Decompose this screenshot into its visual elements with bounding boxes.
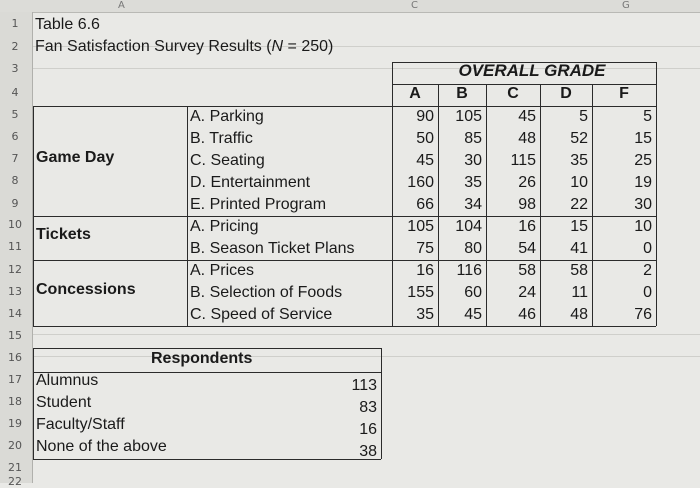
subtitle-n: N	[271, 38, 284, 55]
grade-header-d[interactable]: D	[560, 85, 572, 102]
grade-header-a[interactable]: A	[409, 85, 421, 102]
value-cell[interactable]: 85	[464, 130, 482, 147]
value-cell[interactable]: 11	[571, 284, 588, 301]
value-cell[interactable]: 10	[634, 218, 652, 235]
group-label-game-day[interactable]: Game Day	[36, 149, 115, 166]
grade-header-f[interactable]: F	[619, 85, 629, 102]
row-number[interactable]: 4	[11, 86, 19, 99]
respondent-label[interactable]: Alumnus	[36, 372, 99, 389]
border-line	[392, 84, 656, 85]
border-line	[656, 62, 657, 326]
group-label-tickets[interactable]: Tickets	[36, 226, 91, 243]
value-cell[interactable]: 15	[570, 218, 588, 235]
border-line	[33, 216, 656, 217]
border-line	[33, 348, 381, 349]
border-line	[540, 84, 541, 326]
border-line	[33, 326, 656, 327]
value-cell[interactable]: 58	[570, 262, 588, 279]
worksheet	[33, 12, 700, 483]
value-cell[interactable]: 16	[518, 218, 536, 235]
row-number[interactable]: 12	[8, 263, 22, 276]
grid-line	[33, 356, 700, 357]
grid-line	[33, 334, 700, 335]
value-cell[interactable]: 35	[416, 306, 434, 323]
border-line	[438, 84, 439, 326]
row-number[interactable]: 8	[11, 174, 19, 187]
value-cell[interactable]: 155	[407, 284, 434, 301]
value-cell[interactable]: 46	[518, 306, 536, 323]
value-cell[interactable]: 50	[416, 130, 434, 147]
item-label[interactable]: A. Prices	[190, 262, 255, 279]
value-cell[interactable]: 105	[407, 218, 434, 235]
value-cell[interactable]: 52	[570, 130, 588, 147]
row-number[interactable]: 9	[11, 197, 19, 210]
row-number[interactable]: 19	[8, 417, 22, 430]
value-cell[interactable]: 24	[518, 284, 536, 301]
value-cell[interactable]: 5	[579, 108, 588, 125]
item-label[interactable]: C. Seating	[190, 152, 265, 169]
grade-header-c[interactable]: C	[507, 85, 519, 102]
item-label[interactable]: D. Entertainment	[190, 174, 311, 191]
row-number[interactable]: 7	[11, 152, 19, 165]
row-number[interactable]: 17	[8, 373, 22, 386]
border-line	[486, 84, 487, 326]
border-line	[381, 348, 382, 459]
value-cell[interactable]: 30	[634, 196, 652, 213]
subtitle-text: Fan Satisfaction Survey Results (	[35, 38, 272, 55]
row-number[interactable]: 10	[8, 218, 22, 231]
respondent-label[interactable]: Student	[36, 394, 92, 411]
group-label-concessions[interactable]: Concessions	[36, 281, 136, 298]
border-line	[33, 372, 381, 373]
respondent-label[interactable]: Faculty/Staff	[36, 416, 125, 433]
value-cell[interactable]: 10	[570, 174, 588, 191]
value-cell[interactable]: 76	[634, 306, 652, 323]
value-cell[interactable]: 116	[456, 262, 482, 279]
value-cell[interactable]: 0	[643, 284, 652, 301]
value-cell[interactable]: 105	[455, 108, 482, 125]
value-cell[interactable]: 45	[464, 306, 482, 323]
value-cell[interactable]: 98	[518, 196, 536, 213]
item-label[interactable]: B. Traffic	[190, 130, 253, 147]
border-line	[592, 84, 593, 326]
value-cell[interactable]: 30	[464, 152, 482, 169]
value-cell[interactable]: 19	[634, 174, 652, 191]
row-number[interactable]: 13	[8, 285, 22, 298]
value-cell[interactable]: 35	[464, 174, 482, 191]
respondent-value[interactable]: 16	[359, 421, 377, 438]
row-number[interactable]: 3	[11, 62, 19, 75]
row-number[interactable]: 20	[8, 439, 22, 452]
column-letter[interactable]: G	[622, 0, 630, 11]
row-number[interactable]: 11	[8, 240, 22, 253]
row-number[interactable]: 22	[8, 475, 22, 488]
value-cell[interactable]: 16	[416, 262, 434, 279]
subtitle-count: = 250)	[283, 38, 334, 55]
value-cell[interactable]: 35	[570, 152, 588, 169]
value-cell[interactable]: 26	[518, 174, 536, 191]
row-number[interactable]: 15	[8, 329, 22, 342]
value-cell[interactable]: 25	[634, 152, 652, 169]
value-cell[interactable]: 45	[416, 152, 434, 169]
item-label[interactable]: C. Speed of Service	[190, 306, 333, 323]
value-cell[interactable]: 160	[407, 174, 434, 191]
item-label[interactable]: A. Pricing	[190, 218, 259, 235]
column-letter[interactable]: C	[411, 0, 418, 11]
respondent-value[interactable]: 38	[359, 443, 377, 460]
row-number[interactable]: 5	[11, 108, 19, 121]
value-cell[interactable]: 41	[570, 240, 588, 257]
row-number-gutter	[0, 12, 33, 488]
item-label[interactable]: B. Selection of Foods	[190, 284, 343, 301]
value-cell[interactable]: 104	[455, 218, 482, 235]
value-cell[interactable]: 48	[570, 306, 588, 323]
border-line	[392, 62, 656, 63]
value-cell[interactable]: 48	[518, 130, 536, 147]
value-cell[interactable]: 60	[464, 284, 482, 301]
border-line	[392, 62, 393, 326]
value-cell[interactable]: 115	[510, 152, 536, 169]
value-cell[interactable]: 22	[570, 196, 588, 213]
grade-header-b[interactable]: B	[456, 85, 468, 102]
respondent-value[interactable]: 83	[359, 399, 377, 416]
border-line	[33, 106, 34, 326]
overall-grade-header[interactable]: OVERALL GRADE	[458, 61, 606, 80]
row-number[interactable]: 16	[8, 351, 22, 364]
row-number[interactable]: 21	[8, 461, 22, 474]
border-line	[33, 106, 656, 107]
border-line	[33, 459, 381, 460]
row-number[interactable]: 18	[8, 395, 22, 408]
value-cell[interactable]: 54	[518, 240, 536, 257]
respondent-value[interactable]: 113	[351, 377, 377, 394]
border-line	[33, 348, 34, 459]
value-cell[interactable]: 66	[416, 196, 434, 213]
value-cell[interactable]: 58	[518, 262, 536, 279]
value-cell[interactable]: 0	[643, 240, 652, 257]
value-cell[interactable]: 45	[518, 108, 536, 125]
item-label[interactable]: B. Season Ticket Plans	[190, 240, 355, 257]
table-title[interactable]: Table 6.6	[35, 16, 100, 33]
border-line	[187, 106, 188, 326]
value-cell[interactable]: 80	[464, 240, 482, 257]
row-number[interactable]: 14	[8, 307, 22, 320]
value-cell[interactable]: 2	[643, 262, 652, 279]
value-cell[interactable]: 75	[416, 240, 434, 257]
value-cell[interactable]: 34	[464, 196, 482, 213]
border-line	[33, 260, 656, 261]
respondents-header[interactable]: Respondents	[151, 350, 253, 367]
table-subtitle[interactable]	[35, 37, 333, 57]
row-number[interactable]: 1	[11, 17, 19, 30]
item-label[interactable]: E. Printed Program	[190, 196, 327, 213]
respondent-label[interactable]: None of the above	[36, 438, 167, 455]
value-cell[interactable]: 5	[643, 108, 652, 125]
item-label[interactable]: A. Parking	[190, 108, 264, 125]
value-cell[interactable]: 90	[416, 108, 434, 125]
row-number[interactable]: 6	[11, 130, 19, 143]
value-cell[interactable]: 15	[634, 130, 652, 147]
column-letter[interactable]: A	[118, 0, 125, 11]
row-number[interactable]: 2	[11, 40, 19, 53]
